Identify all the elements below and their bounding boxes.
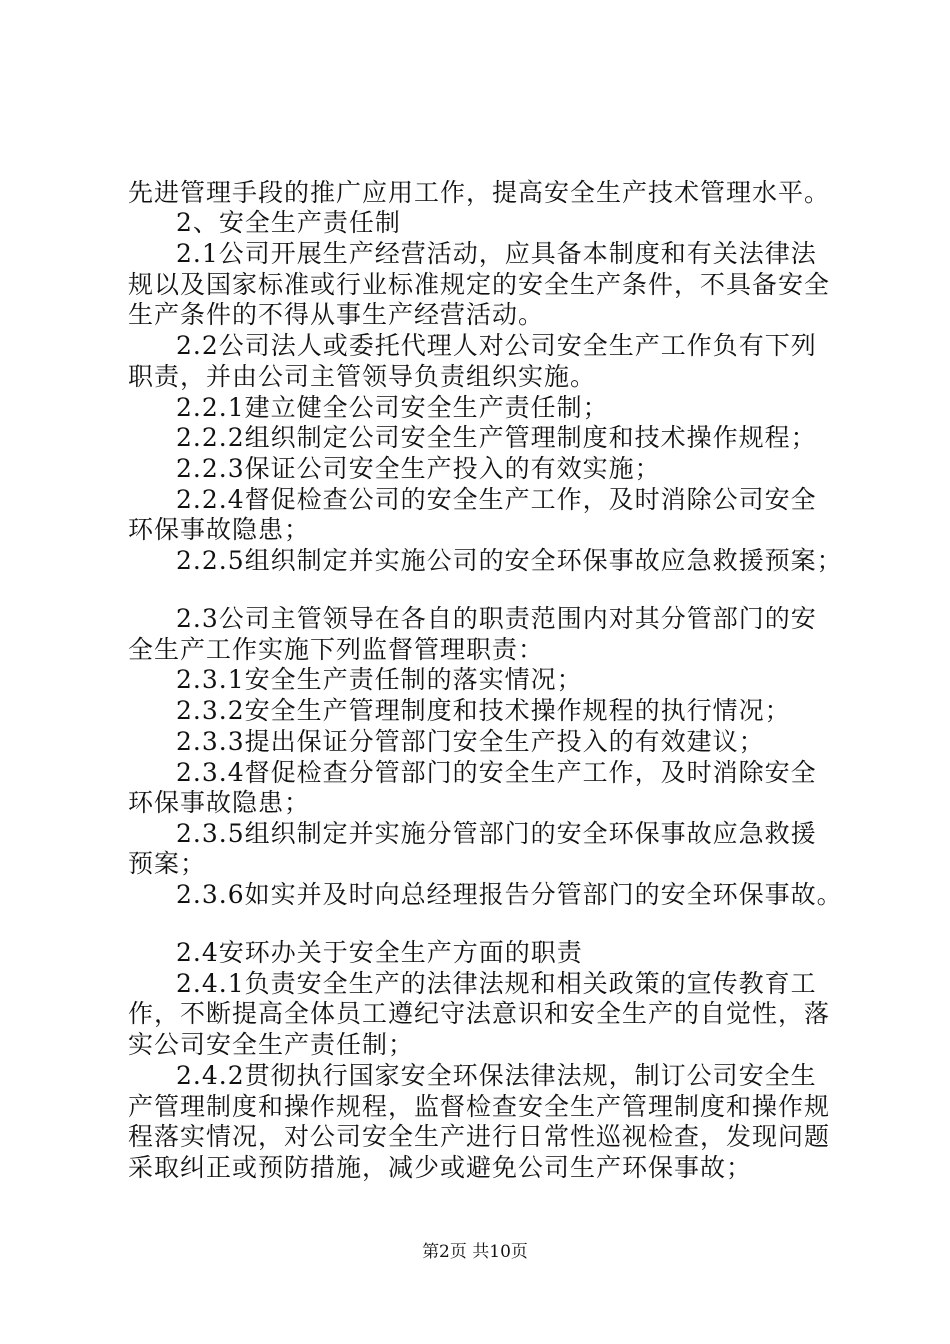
text-line: 环保事故隐患； [128,515,311,544]
text-line: 2.2.1建立健全公司安全生产责任制； [176,393,609,422]
text-line: 2.1公司开展生产经营活动，应具备本制度和有关法律法 [176,239,817,268]
text-line: 产管理制度和操作规程，监督检查安全生产管理制度和操作规 [128,1092,831,1121]
text-line: 2.3公司主管领导在各自的职责范围内对其分管部门的安 [176,604,817,633]
text-line: 规以及国家标准或行业标准规定的安全生产条件，不具备安全 [128,270,831,299]
text-line: 采取纠正或预防措施，减少或避免公司生产环保事故； [128,1153,753,1182]
text-line: 全生产工作实施下列监督管理职责： [128,635,545,664]
section-heading: 2.4安环办关于安全生产方面的职责 [176,938,583,967]
text-line: 2.4.2贯彻执行国家安全环保法律法规，制订公司安全生 [176,1061,817,1090]
text-line: 2.2.3保证公司安全生产投入的有效实施； [176,454,661,483]
text-line: 预案； [128,849,207,878]
text-line: 职责，并由公司主管领导负责组织实施。 [128,362,597,391]
text-line: 生产条件的不得从事生产经营活动。 [128,300,545,329]
text-line: 程落实情况，对公司安全生产进行日常性巡视检查，发现问题 [128,1122,831,1151]
text-line: 环保事故隐患； [128,788,311,817]
text-line: 2.3.1安全生产责任制的落实情况； [176,665,583,694]
section-heading: 2、安全生产责任制 [176,208,401,237]
text-line: 2.2.2组织制定公司安全生产管理制度和技术操作规程； [176,423,817,452]
text-line: 2.3.3提出保证分管部门安全生产投入的有效建议； [176,727,765,756]
text-line: 2.3.2安全生产管理制度和技术操作规程的执行情况； [176,696,791,725]
text-line: 先进管理手段的推广应用工作，提高安全生产技术管理水平。 [128,178,831,207]
text-line: 2.2公司法人或委托代理人对公司安全生产工作负有下列 [176,331,817,360]
text-line: 实公司安全生产责任制； [128,1030,415,1059]
page-footer-indicator: 第2页 共10页 [422,1242,528,1262]
text-line: 2.3.6如实并及时向总经理报告分管部门的安全环保事故。 [176,880,843,909]
text-line: 2.2.5组织制定并实施公司的安全环保事故应急救援预案； [176,546,843,575]
text-line: 2.3.5组织制定并实施分管部门的安全环保事故应急救援 [176,819,817,848]
text-line: 2.2.4督促检查公司的安全生产工作，及时消除公司安全 [176,485,817,514]
text-line: 2.3.4督促检查分管部门的安全生产工作，及时消除安全 [176,758,817,787]
text-line: 2.4.1负责安全生产的法律法规和相关政策的宣传教育工 [176,969,817,998]
text-line: 作，不断提高全体员工遵纪守法意识和安全生产的自觉性，落 [128,999,831,1028]
